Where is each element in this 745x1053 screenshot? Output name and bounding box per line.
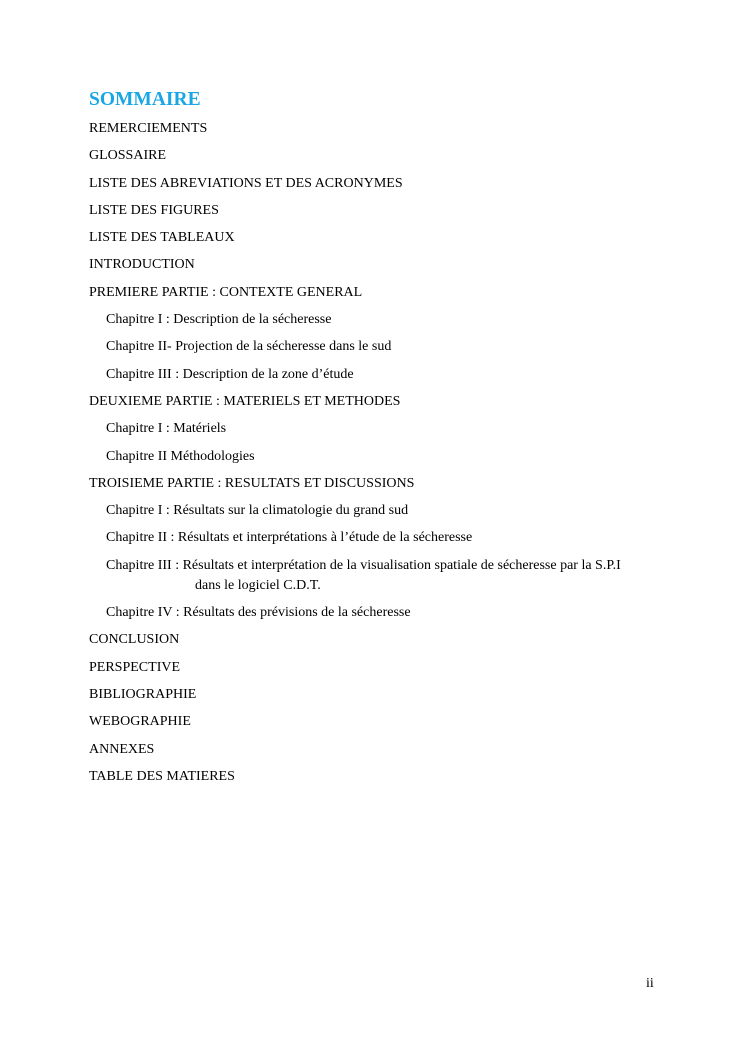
- toc-part-heading: PREMIERE PARTIE : CONTEXTE GENERAL: [89, 284, 363, 300]
- toc-chapter-entry-line1: Chapitre III : Résultats et interprétation de la visualisation spatiale de sécheresse par la S.P.I: [106, 557, 621, 573]
- toc-entry: INTRODUCTION: [89, 257, 195, 273]
- toc-entry: GLOSSAIRE: [89, 148, 167, 164]
- toc-chapter-entry: Chapitre II : Résultats et interprétations à l’étude de la sécheresse: [106, 530, 473, 546]
- table-of-contents: [89, 120, 669, 795]
- toc-entry: LISTE DES TABLEAUX: [89, 230, 235, 246]
- toc-entry: WEBOGRAPHIE: [89, 714, 191, 730]
- toc-entry: LISTE DES FIGURES: [89, 202, 219, 218]
- toc-entry: PERSPECTIVE: [89, 659, 181, 675]
- toc-chapter-entry: Chapitre II Méthodologies: [106, 448, 255, 464]
- toc-chapter-entry: Chapitre I : Description de la sécheresse: [106, 312, 332, 328]
- toc-entry: LISTE DES ABREVIATIONS ET DES ACRONYMES: [89, 175, 403, 191]
- toc-entry: BIBLIOGRAPHIE: [89, 686, 197, 702]
- toc-entry: CONCLUSION: [89, 632, 180, 648]
- toc-chapter-entry: Chapitre III : Description de la zone d’étude: [106, 366, 354, 382]
- toc-entry: TABLE DES MATIERES: [89, 768, 235, 784]
- toc-chapter-entry: Chapitre IV : Résultats des prévisions de la sécheresse: [106, 605, 411, 621]
- toc-chapter-entry: [89, 557, 669, 594]
- page-title: SOMMAIRE: [89, 89, 201, 110]
- toc-part-heading: TROISIEME PARTIE : RESULTATS ET DISCUSSIONS: [89, 475, 415, 491]
- page-number: ii: [646, 976, 654, 991]
- toc-chapter-entry: Chapitre I : Résultats sur la climatologie du grand sud: [106, 503, 409, 519]
- toc-entry: ANNEXES: [89, 741, 155, 757]
- toc-entry: REMERCIEMENTS: [89, 121, 208, 136]
- toc-chapter-entry: Chapitre I : Matériels: [106, 421, 227, 437]
- toc-chapter-entry-line2: dans le logiciel C.D.T.: [195, 577, 321, 593]
- toc-chapter-entry: Chapitre II- Projection de la sécheresse dans le sud: [106, 339, 392, 355]
- toc-part-heading: DEUXIEME PARTIE : MATERIELS ET METHODES: [89, 393, 401, 409]
